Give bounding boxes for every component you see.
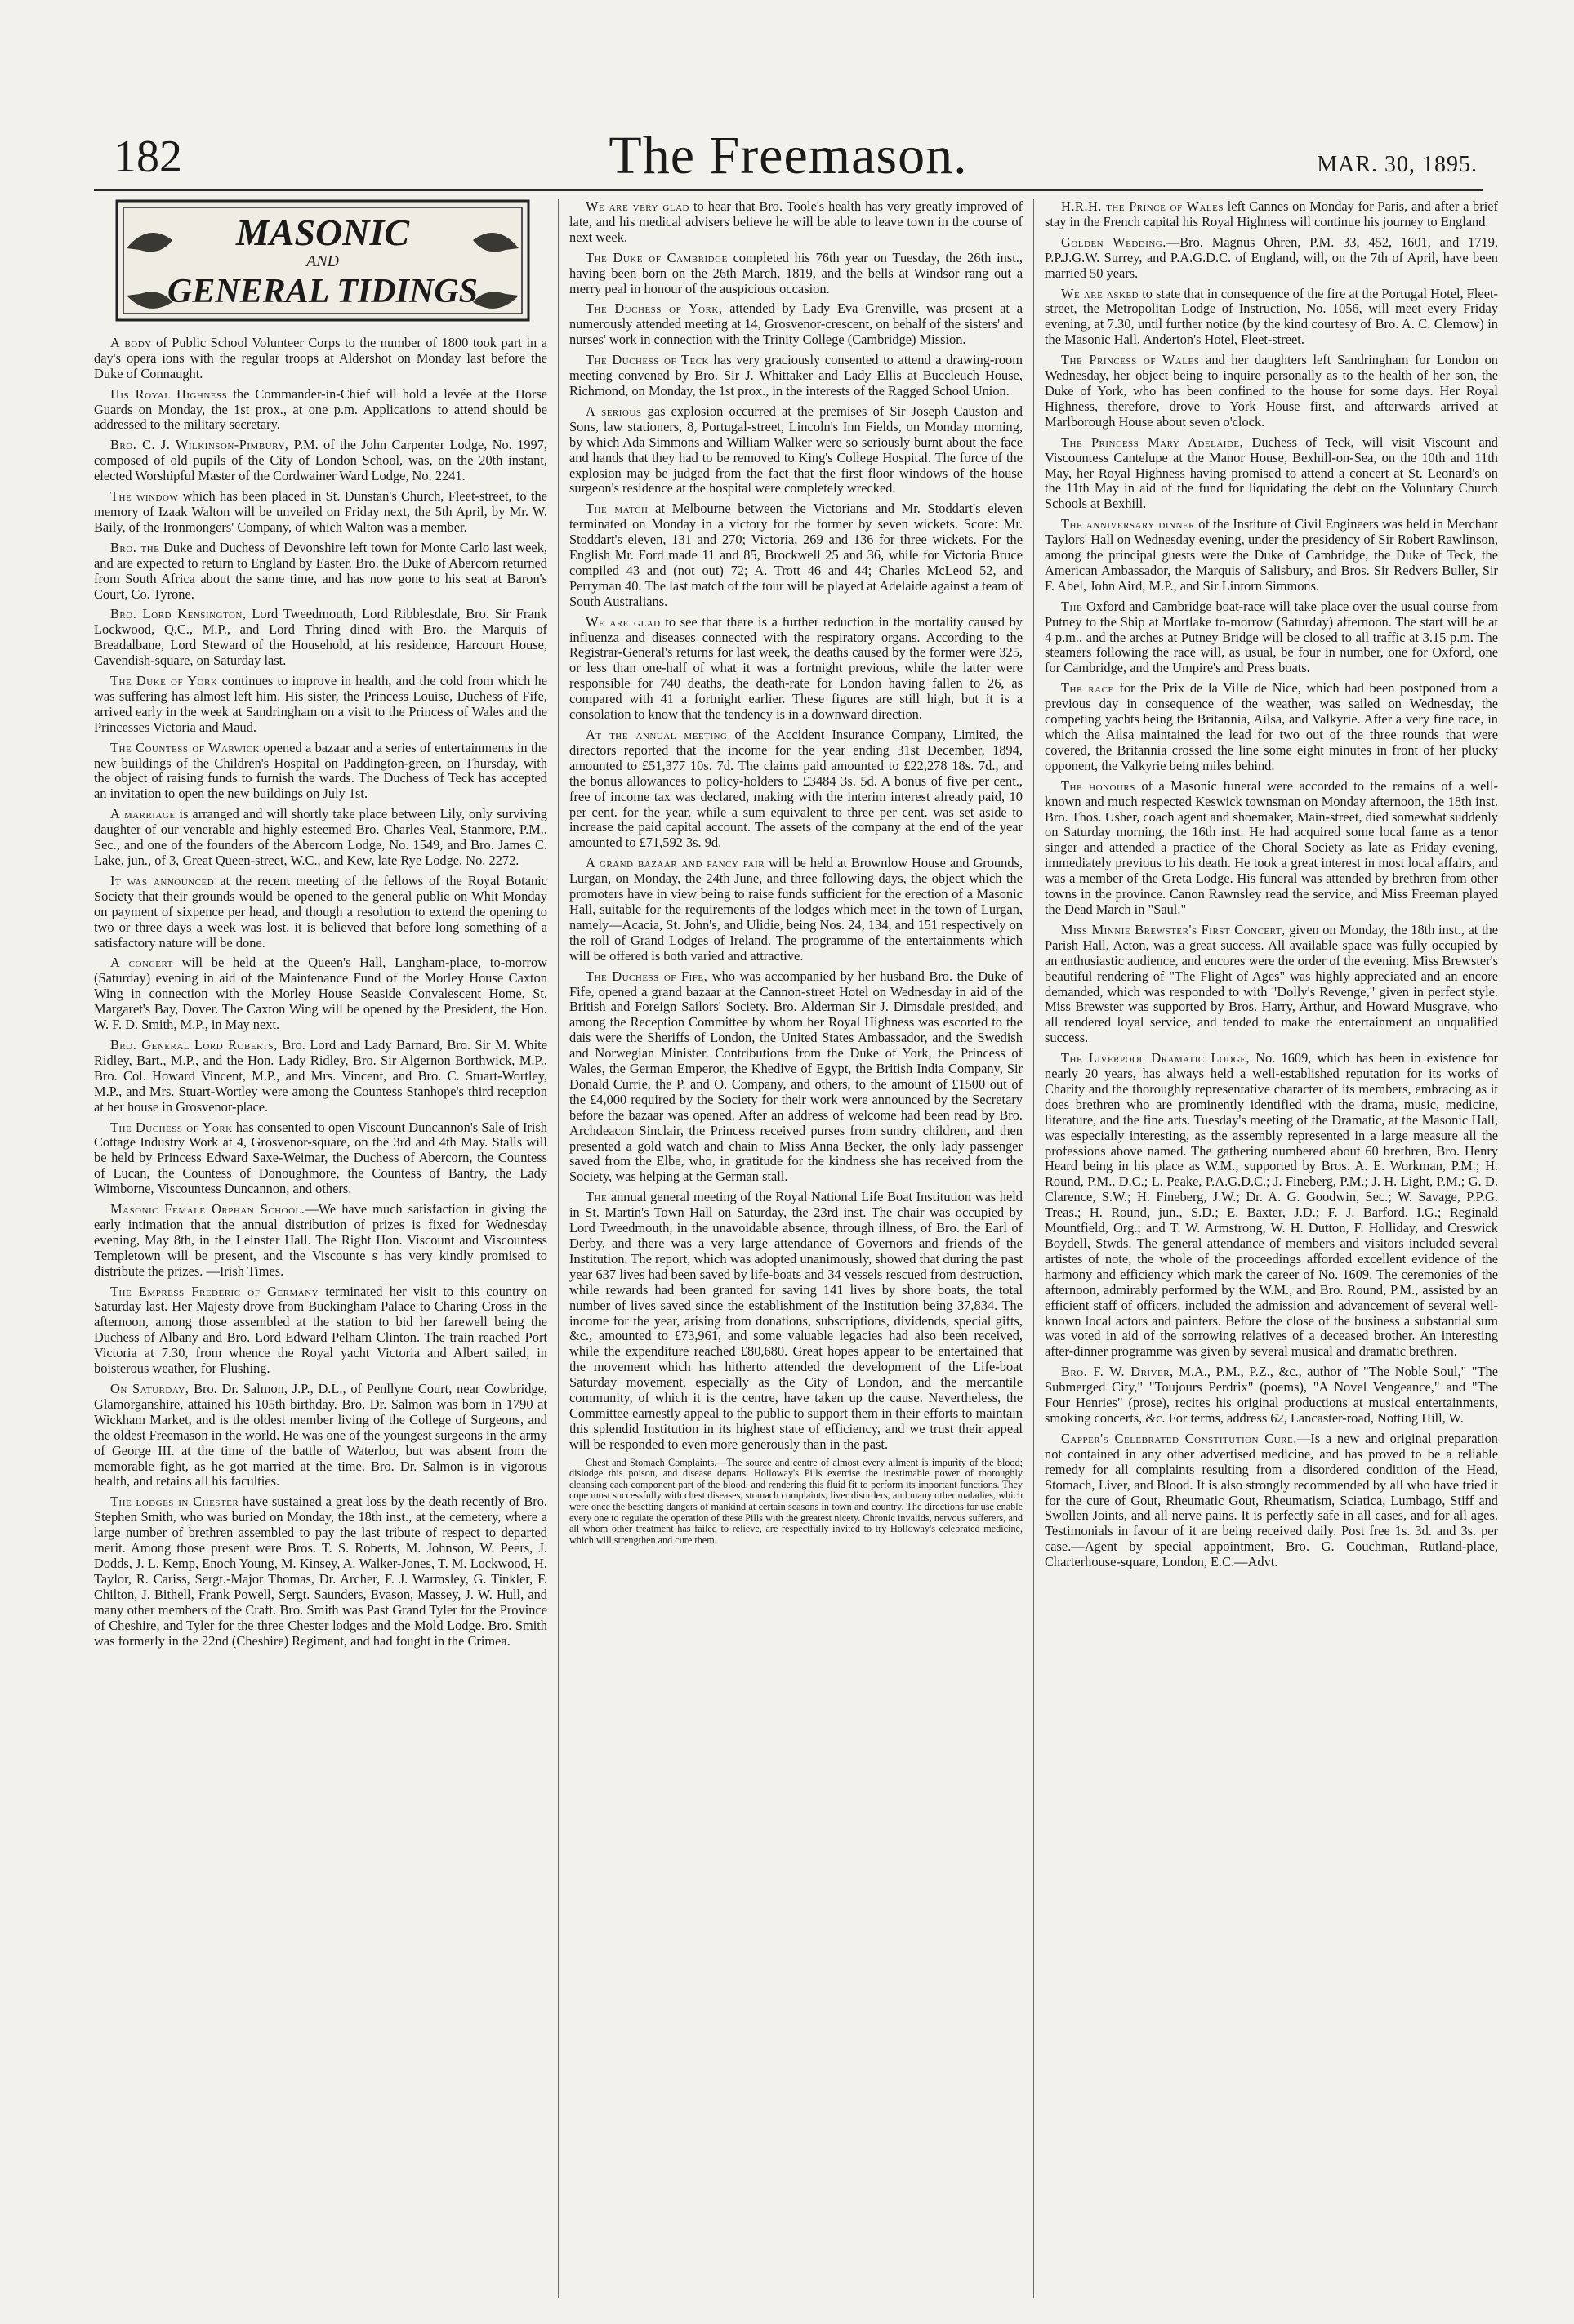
paragraph-lead: The Duchess of York — [110, 1119, 233, 1135]
news-paragraph — [569, 501, 1023, 609]
paragraph-lead: Capper's Celebrated Constitution Cure. — [1061, 1430, 1297, 1446]
news-paragraph — [94, 1202, 547, 1280]
paragraph-lead: It was announced — [110, 872, 215, 888]
paragraph-lead: The Princess Mary Adelaide, — [1061, 434, 1244, 450]
paragraph-lead: H.R.H. the Prince of Wales — [1061, 198, 1224, 214]
news-paragraph — [569, 1458, 1023, 1547]
news-paragraph — [94, 1494, 547, 1649]
news-paragraph — [94, 438, 547, 484]
paragraph-lead: The Princess of Wales — [1061, 352, 1200, 368]
news-paragraph — [1045, 199, 1498, 230]
news-paragraph — [94, 955, 547, 1033]
news-paragraph — [569, 301, 1023, 348]
news-paragraph — [94, 387, 547, 434]
banner-word-general-tidings: GENERAL TIDINGS — [167, 273, 479, 310]
paragraph-lead: The honours — [1061, 777, 1135, 794]
paragraph-body: the Commander-in-Chief will hold a levée at the Horse Guards on Monday, the 1st prox., at one p.m. Applications to attend should be addressed to the military secretary. — [94, 385, 547, 433]
paragraph-body: has consented to open Viscount Duncannon's Sale of Irish Cottage Industry Work at 4, Grosvenor-square, on the 3rd and 4th May. Stalls will be held by Princess Edward Saxe-Weimar, the Duchess of Abercorn, the Countess of Lucan, the Countess of Donoughmore, the Countess of Bantry, the Lady Wimborne, Viscountess Duncannon, and others. — [94, 1119, 548, 1197]
paragraph-lead: The Countess of Warwick — [110, 739, 260, 755]
paragraph-body: which has been placed in St. Dunstan's Church, Fleet-street, to the memory of Izaak Walton will be unveiled on Friday next, the 5th April, by Mr. W. Baily, of the Ironmongers' Company, of which Walton was a member. — [94, 488, 547, 535]
news-paragraph — [94, 674, 547, 736]
news-paragraph — [569, 615, 1023, 723]
paragraph-lead: A grand bazaar and fancy fair — [586, 855, 765, 871]
paragraph-body: of Public School Volunteer Corps to the number of 1800 took part in a day's opera ions with the regular troops at Aldershot on Monday last before the Duke of Connaught. — [94, 334, 547, 381]
news-paragraph — [1045, 1365, 1498, 1427]
paragraph-body: attended by Lady Eva Grenville, was present at a numerously attended meeting at 14, Grosvenor-crescent, on behalf of the sisters' and nurses' work in connection with the Trinity College (Cambridge) Mission. — [569, 301, 1023, 348]
paragraph-body: —We have much satisfaction in giving the early intimation that the annual distribution of prizes is fixed for Wednesday evening, May 8th, in the Leinster Hall. The Right Hon. Viscount and Viscountess Templetown will be present, and the Viscounte s has very kindly promised to distribute the prizes. —Irish Times. — [94, 1201, 547, 1279]
paragraph-body: has very graciously consented to attend a drawing-room meeting convened by Bro. Sir J. Whittaker and Lady Ellis at Buccleuch House, Richmond, on Monday, the 1st prox., in the interests of the Ragged School Union. — [569, 352, 1023, 398]
paragraph-lead: The Duchess of Teck — [586, 352, 709, 368]
news-paragraph — [1045, 1431, 1498, 1570]
paragraph-body: terminated her visit to this country on Saturday last. Her Majesty drove from Buckingham Palace to Charing Cross in the afternoon, among those assembled at the station to bid her farewell being the Duchess of Albany and Bro. Lord Edward Pelham Clinton. The train reached Port Victoria at 7.30, from whence the Royal yacht Victoria and Albert sailed, in boisterous weather, for Flushing. — [94, 1283, 547, 1377]
paragraph-body: at Melbourne between the Victorians and Mr. Stoddart's eleven terminated on Monday in a victory for the former by seven wickets. Score: Mr. Stoddart's eleven, 131 and 270; Victoria, 269 and 136 for three wickets. For the English Mr. Ford made 11 and 85, Brockwell 25 and 36, while for Victoria Bruce compiled 43 and (not out) 72; A. Trott 46 and 44; Charles McLeod 52, and Perryman 40. The last match of the tour will be played at Adelaide against a team of South Australians. — [569, 501, 1023, 609]
paragraph-lead: A body — [110, 334, 152, 350]
news-paragraph — [94, 1120, 547, 1198]
news-paragraph — [569, 353, 1023, 399]
news-paragraph — [94, 1284, 547, 1377]
column-3 — [1045, 199, 1498, 1575]
news-paragraph — [1045, 235, 1498, 282]
paragraph-lead: The Empress Frederic of Germany — [110, 1283, 319, 1299]
paragraph-lead: On Saturday, — [110, 1381, 190, 1396]
paragraph-body: —Is a new and original preparation not contained in any other advertised medicine, and has proved to be a reliable remedy for all complaints resulting from a disordered condition of the Head, Stomach, Liver, and Blood. It is also strongly recommended by all who have tried it for the cure of Gout, Rheumatic Gout, Rheumatism, Sciatica, Lumbago, Stiff and Swollen Joints, and all nerve pains. It is perfectly safe in all cases, and for all ages. Testimonials in favour of it are being received daily. Post free 1s. 3d. and 3s. per case.—Agent by special appointment, Bro. G. Couchman, Rutland-place, Charterhouse-square, London, E.C.—Advt. — [1045, 1430, 1499, 1570]
paragraph-lead: A serious — [586, 403, 642, 419]
paragraph-lead: The Liverpool Dramatic Lodge, — [1061, 1050, 1251, 1066]
paragraph-body: Chest and Stomach Complaints.—The source and centre of almost every ailment is impurity of the blood; dislodge this poison, and disease departs. Holloway's Pills exercise the inestimable power of thoroughly cleansing each component part of the blood, and rendering this fluid fit to perform its important functions. They cope most successfully with chest diseases, stomach complaints, liver disorders, and many other maladies, which were once the besetting dangers of mankind at certain seasons in town and country. The directions for use enable every one to regulate the operation of these Pills with the greatest nicety. Chronic invalids, nervous sufferers, and all whom other treatment has failed to relieve, are respectfully invited to try Holloway's celebrated medicine, which will strengthen and cure them. — [569, 1456, 1023, 1546]
paragraph-lead: The lodges in Chester — [110, 1494, 239, 1510]
paragraph-body: continues to improve in health, and the cold from which he was suffering has almost left him. His sister, the Princess Louise, Duchess of Fife, arrived early in the week at Sandringham on a visit to the Princess of Wales and the Princesses Victoria and Maud. — [94, 673, 547, 735]
issue-date: MAR. 30, 1895. — [1317, 152, 1478, 177]
paragraph-lead: Bro. Lord Kensington, — [110, 606, 247, 622]
paragraph-lead: We are glad — [586, 613, 661, 630]
paragraph-body: left Cannes on Monday for Paris, and after a brief stay in the French capital his Royal Highness will continue his journey to England. — [1045, 198, 1498, 229]
paragraph-body: M.A., P.M., P.Z., &c., author of "The Noble Soul," "The Submerged City," "Toujours Perdrix" (poems), "A Novel Vengeance," and "The Four Henries" (prose), recites his original productions at musical entertainments, smoking concerts, &c. For terms, address 62, Lancaster-road, Notting Hill, W. — [1045, 1364, 1498, 1426]
paragraph-body: Bro. Dr. Salmon, J.P., D.L., of Penllyne Court, near Cowbridge, Glamorganshire, attained his 105th birthday. Bro. Dr. Salmon was born in 1790 at Wickham Market, and is the oldest member living of the College of Surgeons, and the oldest Freemason in the world. He was one of the youngest surgeons in the army of George III. at the time of the battle of Waterloo, but was absent from the memorable fight, as he got married at the time. Bro. Dr. Salmon is in vigorous health, and retains all his faculties. — [94, 1381, 547, 1489]
news-paragraph — [569, 1190, 1023, 1452]
paragraph-body: have sustained a great loss by the death recently of Bro. Stephen Smith, who was buried on Monday, the 18th inst., at the cemetery, where a large number of brethren assembled to pay the last tribute of respect to departed merit. Among those present were Bros. T. S. Roberts, M. Johnson, W. Peers, J. Dodds, J. L. Kemp, Enoch Young, M. Kinsey, A. Walker-Jones, T. M. Lockwood, H. Taylor, R. Cariss, Sergt.-Major Thomas, Dr. Archer, F. J. Warmsley, G. Tinkler, F. Chilton, J. Bithell, Frank Powell, Sergt. Saunders, Evason, Massey, J. W. Hull, and many other members of the Craft. Bro. Smith was Past Grand Tyler for the Province of Cheshire, and Tyler for the three Chester lodges and the Mold Lodge. Bro. Smith was formerly in the 22nd (Cheshire) Regiment, and had fought in the Crimea. — [94, 1494, 547, 1649]
paragraph-body: is arranged and will shortly take place between Lily, only surviving daughter of our venerable and highly esteemed Bro. Charles Veal, Stanmore, P.M., Sec., and one of the founders of the Abercorn Lodge, No. 1549, and Bro. James C. Lake, jun., of 3, Great Queen-street, W.C., and Kew, late Rye Lodge, No. 2272. — [94, 806, 548, 868]
banner-word-masonic: MASONIC — [235, 211, 410, 253]
news-paragraph — [1045, 681, 1498, 773]
news-paragraph — [1045, 779, 1498, 918]
paragraph-body: opened a bazaar and a series of entertainments in the new buildings of the Children's Hospital on Paddington-green, on Thursday, with the object of raising funds to furnish the wards. The Duchess of Teck has accepted an invitation to open the new buildings on July 1st. — [94, 739, 547, 802]
paragraph-lead: Bro. F. W. Driver, — [1061, 1364, 1174, 1380]
news-paragraph — [569, 199, 1023, 246]
paragraph-body: will be held at Brownlow House and Grounds, Lurgan, on Monday, the 24th June, and three following days, the object which the promoters have in view being to raise funds sufficient for the erection of a Masonic Hall, suitable for the requirements of the lodges which meet in the town of Lurgan, namely—Acacia, St. John's, and Ulidie, being Nos. 24, 134, and 151 respectively on the roll of Grand Lodges of Ireland. The programme of the entertainments which will be offered is both varied and attractive. — [569, 855, 1023, 964]
paragraph-body: of the Institute of Civil Engineers was held in Merchant Taylors' Hall on Wednesday evening, under the presidency of Sir Robert Rawlinson, among the principal guests were the Duke of Cambridge, the Duke of Teck, the American Ambassador, the Marquis of Salisbury, and Bros. Sir Redvers Buller, Sir F. Abel, John Aird, M.P., and Sir Lintorn Simmons. — [1045, 516, 1498, 594]
paragraph-body: to state that in consequence of the fire at the Portugal Hotel, Fleet-street, the Metropolitan Lodge of Instruction, No. 1056, will meet every Friday evening, at 7.30, until further notice (by the kind courtesy of Bro. A. C. Clemow) in the Masonic Hall, Anderton's Hotel, Fleet-street. — [1045, 285, 1498, 348]
paragraph-lead: The Duke of York — [110, 673, 218, 689]
news-paragraph — [1045, 517, 1498, 594]
paragraph-body: and her daughters left Sandringham for London on Wednesday, her object being to inquire personally as to the health of her son, the Duke of York, who has been confined to the house for some days. Her Royal Highness, therefore, drove to York House first, and afterwards arrived at Marlborough House about seven o'clock. — [1045, 352, 1498, 430]
paragraph-lead: The match — [586, 501, 649, 517]
paragraph-body: at the recent meeting of the fellows of the Royal Botanic Society that their grounds would be opened to the general public on Whit Monday on payment of sixpence per head, and though a resolution to extend the opening to two or three days a week was lost, it is believed that before long something of a satisfactory nature will be done. — [94, 872, 548, 951]
news-paragraph — [1045, 923, 1498, 1046]
news-paragraph — [94, 607, 547, 669]
paragraph-lead: The — [1061, 598, 1083, 614]
news-paragraph — [569, 404, 1023, 496]
paragraph-lead: A concert — [110, 955, 173, 971]
column-divider — [558, 199, 559, 2298]
paragraph-lead: We are asked — [1061, 285, 1139, 301]
paragraph-lead: His Royal Highness — [110, 385, 228, 402]
news-paragraph — [1045, 353, 1498, 430]
paragraph-lead: Bro. the — [110, 539, 160, 555]
news-paragraph — [1045, 599, 1498, 677]
news-paragraph — [569, 856, 1023, 964]
paragraph-lead: The anniversary dinner — [1061, 516, 1195, 532]
paragraph-lead: The window — [110, 488, 179, 505]
paragraph-lead: The race — [1061, 680, 1114, 697]
news-paragraph — [94, 541, 547, 603]
paragraph-lead: The Duke of Cambridge — [586, 249, 728, 265]
news-paragraph — [94, 874, 547, 951]
paragraph-lead: At the annual meeting — [586, 727, 728, 742]
news-paragraph — [569, 969, 1023, 1186]
paragraph-body: who was accompanied by her husband Bro. the Duke of Fife, opened a grand bazaar at the Cannon-street Hotel on Wednesday in aid of the British and Foreign Sailors' Society. Bro. Alderman Sir J. Dimsdale presided, and among the Reception Committee by whom her Royal Highness was escorted to the dais were the Sheriffs of London, the United States Ambassador, and the Swedish and Norwegian Minister. Contributions from the Duke of York, the Princess of Wales, the German Emperor, the Khedive of Egypt, the British India Company, Sir Donald Currie, the P. and O. Company, and others, to the amount of £1500 out of the £4,000 required by the Society for their work were announced by the Secretary before the bazaar was opened. After an address of welcome had been read by Bro. Archdeacon Sinclair, the Princess received purses from sundry children, and then presented a gold watch and chain to Miss Anna Becker, the only lady passenger saved from the Elbe, who, in gratitude for the kindness she has received from the Society, was helping at the German stall. — [569, 968, 1023, 1185]
banner-word-and: AND — [306, 252, 339, 270]
paragraph-body: P.M. of the John Carpenter Lodge, No. 1997, composed of old pupils of the City of London School, was, on the 20th instant, elected Worshipful Master of the Cordwainer Ward Lodge, No. 2241. — [94, 437, 547, 484]
masonic-tidings-banner — [115, 199, 530, 322]
news-paragraph — [94, 336, 547, 382]
paragraph-lead: The — [586, 1189, 608, 1205]
news-paragraph — [94, 1382, 547, 1489]
paragraph-lead: Masonic Female Orphan School. — [110, 1201, 305, 1218]
paragraph-body: annual general meeting of the Royal National Life Boat Institution was held in St. Martin's Town Hall on Saturday, the 23rd inst. The chair was occupied by Lord Tweedmouth, in the unavoidable absence, through illness, of Bro. the Earl of Derby, and there was a very large attendance of Governors and friends of the Institution. The report, which was adopted unanimously, showed that during the past year 637 lives had been saved by life-boats and 34 vessels rescued from destruction, while rewards had been granted for saving 141 lives by shore boats, the total number of lives saved since the establishment of the Institution being 37,834. The income for the year, arising from donations, subscriptions, dividends, special gifts, &c., amounted to £73,961, and some valuable legacies had also been received, while the expenditure reached £80,680. Great hopes appear to be entertained that the movement which has hitherto attended the development of the Life-boat Saturday movement, especially as the City of London, and the mercantile community, of which it is the centre, have taken up the cause. Nevertheless, the Committee earnestly appeal to the public to support them in their efforts to maintain this splendid Institution in its highest state of efficiency, and we trust their appeal will be responded to even more generously than in the past. — [569, 1189, 1023, 1452]
page-header — [94, 124, 1483, 188]
paragraph-lead: A marriage — [110, 806, 176, 822]
paragraph-body: Oxford and Cambridge boat-race will take place over the usual course from Putney to the Ship at Mortlake to-morrow (Saturday) afternoon. The start will be at 4 p.m., and the arches at Putney Bridge will be closed to all traffic at 3.15 p.m. The steamers following the race will, as usual, be four in number, one for Oxford, one for Cambridge, and the Umpire's and Press boats. — [1045, 598, 1498, 676]
paragraph-body: Duke and Duchess of Devonshire left town for Monte Carlo last week, and are expected to return to England by Easter. Bro. the Duke of Abercorn returned from South Africa about the same time, and has now gone to his seat at Baron's Court, Co. Tyrone. — [94, 539, 547, 602]
paragraph-lead: Golden Wedding. — [1061, 234, 1166, 250]
news-paragraph — [1045, 1051, 1498, 1360]
paragraph-body: given on Monday, the 18th inst., at the Parish Hall, Acton, was a great success. All available space was fully occupied by an enthusiastic audience, and encores were the order of the evening. Miss Brewster's beautiful rendering of "The Flight of Ages" was highly appreciated and an encore demanded, which was responded to with "Dolly's Revenge," given in perfect style. Miss Brewster was supported by Bros. Harry, Arthur, and Howard Musgrave, who all rendered loyal service, and tended to make the entertainment an unqualified success. — [1045, 921, 1498, 1046]
paragraph-body: Bro. Lord and Lady Barnard, Bro. Sir M. White Ridley, Bart., M.P., and the Hon. Lady Ridley, Bro. Sir Algernon Borthwick, M.P., Bro. Col. Howard Vincent, M.P., and Mrs. Vincent, and Bro. C. Stuart-Wortley, M.P., and Mrs. Stuart-Wortley were among the Countess Stanhope's third reception at her house in Grosvenor-place. — [94, 1036, 547, 1115]
news-paragraph — [569, 728, 1023, 851]
paragraph-body: will be held at the Queen's Hall, Langham-place, to-morrow (Saturday) evening in aid of the Maintenance Fund of the Morley House Caxton Wing in connection with the Morley House Seaside Convalescent Home, St. Margaret's Bay, Dover. The Caxton Wing will be opened by the President, the Hon. W. F. D. Smith, M.P., in May next. — [94, 955, 547, 1033]
header-rule — [94, 189, 1483, 191]
column-2 — [569, 199, 1023, 1551]
news-paragraph — [94, 807, 547, 869]
page-number: 182 — [114, 131, 182, 182]
paragraph-body: to hear that Bro. Toole's health has very greatly improved of late, and his medical advisers believe he will be able to leave town in the course of next week. — [569, 198, 1023, 245]
paragraph-body: Lord Tweedmouth, Lord Ribblesdale, Bro. Sir Frank Lockwood, Q.C., M.P., and Lord Thring dined with Bro. the Marquis of Breadalbane, Lord Steward of the Household, at his residence, Harcourt House, Cavendish-square, on Saturday last. — [94, 606, 548, 669]
paragraph-body: of a Masonic funeral were accorded to the remains of a well-known and much respected Keswick townsman on Monday afternoon, the 18th inst. Bro. Thos. Usher, coach agent and shoemaker, Main-street, died somewhat suddenly on Saturday morning, the 16th inst. He had acquired some local fame as a tenor singer and attended a practice of the Choral Society as late as Friday evening, immediately previous to his death. He took a great interest in most local affairs, and was a member of the Greta Lodge. His funeral was attended by brethren from other towns in the province. Canon Rawnsley read the service, and Miss Freeman played the Dead March in "Saul." — [1045, 777, 1498, 917]
column-1 — [94, 199, 547, 1654]
news-paragraph — [94, 489, 547, 536]
paragraph-lead: The Duchess of Fife, — [586, 968, 708, 984]
paragraph-lead: We are very glad — [586, 198, 689, 214]
news-paragraph — [1045, 435, 1498, 513]
column-divider — [1033, 199, 1034, 2298]
paragraph-lead: Bro. General Lord Roberts, — [110, 1036, 278, 1053]
paragraph-lead: The Duchess of York, — [586, 301, 723, 317]
paragraph-body: of the Accident Insurance Company, Limited, the directors reported that the income for the year ending 31st December, 1894, amounted to £51,377 10s. 7d. The claims paid amounted to £22,278 18s. 7d., and the bonus allowances to policy-holders to £3484 3s. 5d. A bonus of five per cent., free of income tax was declared, making with the interim interest already paid, 10 per cent. for the year, while a sum equivalent to three per cent. was set aside to increase the paid capital account. The assets of the company at the end of the year amounted to £71,592 3s. 9d. — [569, 727, 1023, 851]
news-paragraph — [94, 741, 547, 803]
paragraph-body: completed his 76th year on Tuesday, the 26th inst., having been born on the 26th March, 1819, and the bells at Windsor rang out a merry peal in honour of the auspicious occasion. — [569, 249, 1023, 296]
paragraph-body: to see that there is a further reduction in the mortality caused by influenza and diseases connected with the respiratory organs. According to the Registrar-General's returns for last week, the deaths caused by the former were 325, or less than one-half of what it was a fortnight previous, while the latter were responsible for 740 deaths, the death-rate for London having fallen to 26, as compared with 41 a fortnight earlier. These figures are still high, but it is a consolation to know that the tendency is in a downward direction. — [569, 613, 1023, 723]
news-paragraph — [569, 251, 1023, 297]
paragraph-body: —Bro. Magnus Ohren, P.M. 33, 452, 1601, and 1719, P.P.J.G.W. Surrey, and P.A.G.D.C. of England, will, on the 7th of April, have been married 50 years. — [1045, 234, 1498, 281]
paragraph-lead: Bro. C. J. Wilkinson-Pimbury, — [110, 437, 289, 453]
paragraph-body: Duchess of Teck, will visit Viscount and Viscountess Cantelupe at the Manor House, Bexhill-on-Sea, on the 10th and 11th May, her Royal Highness having promised to attend a concert at St. Leonard's on the 11th May in aid of the fund for liquidating the debt on the Voluntary Church Schools at Bexhill. — [1045, 434, 1498, 512]
news-paragraph — [94, 1038, 547, 1115]
masthead-title: The Freemason. — [609, 126, 968, 185]
paragraph-body: for the Prix de la Ville de Nice, which had been postponed from a previous day in consequence of the weather, was sailed on Wednesday, the competing yachts being the Britannia, Ailsa, and Valkyrie. After a very fine race, in which the Ailsa maintained the lead for two out of the three rounds that were covered, the Britannia crossed the line some eight minutes in front of her plucky opponent, the Valkyrie being miles behind. — [1045, 680, 1498, 773]
paragraph-body: No. 1609, which has been in existence for nearly 20 years, has always held a well-established reputation for its works of Charity and the thoroughly representative character of its members, embracing as it does brethren who are prominently identified with the drama, music, medicine, literature, and the fine arts. Tuesday's meeting of the Dramatic, at the Masonic Hall, was especially interesting, as the assembly represented in a large measure all the professions above named. The gathering numbered about 60 brethren, Bro. Henry Heard being in his place as W.M., supported by Bros. A. E. Workman, P.M.; H. Round, P.M., D.C.; L. Peake, P.A.G.D.C.; J. Fineberg, P.M.; J. H. Light, P.M.; G. D. Clarence, S.W.; H. Fineberg, J.W.; Dr. A. G. Goodwin, Sec.; W. Savage, P.P.G. Treas.; H. Round, jun., S.D.; E. Baxter, J.D.; F. J. Barford, I.G.; Reginald Mountfield, Org.; and T. W. Armstrong, W. H. Dutton, F. Holliday, and Creswick Boydell, Stwds. The general attendance of members and visitors included several artistes of note, the whole of the proceedings afforded excellent evidence of the harmony and efficiency which mark the career of No. 1609. The ceremonies of the afternoon, admirably performed by the W.M., and Bro. Round, P.M., assisted by an efficient staff of officers, included the admission and advancement of several well-known local actors and painters. Before the close of the business a substantial sum was voted in aid of the sorrowing relatives of a deceased brother. An interesting after-dinner programme was given by several musical and dramatic brethren. — [1045, 1050, 1498, 1360]
paragraph-body: gas explosion occurred at the premises of Sir Joseph Causton and Sons, law stationers, 8, Portugal-street, Lincoln's Inn Fields, on Monday morning, by which Ada Simmons and William Walker were so seriously burnt about the face and hands that they had to be removed to King's College Hospital. The force of the explosion may be judged from the fact that the first floor windows of the house surgeon's residence at the hospital were completely wrecked. — [569, 403, 1023, 496]
news-paragraph — [1045, 287, 1498, 349]
paragraph-lead: Miss Minnie Brewster's First Concert, — [1061, 921, 1286, 937]
